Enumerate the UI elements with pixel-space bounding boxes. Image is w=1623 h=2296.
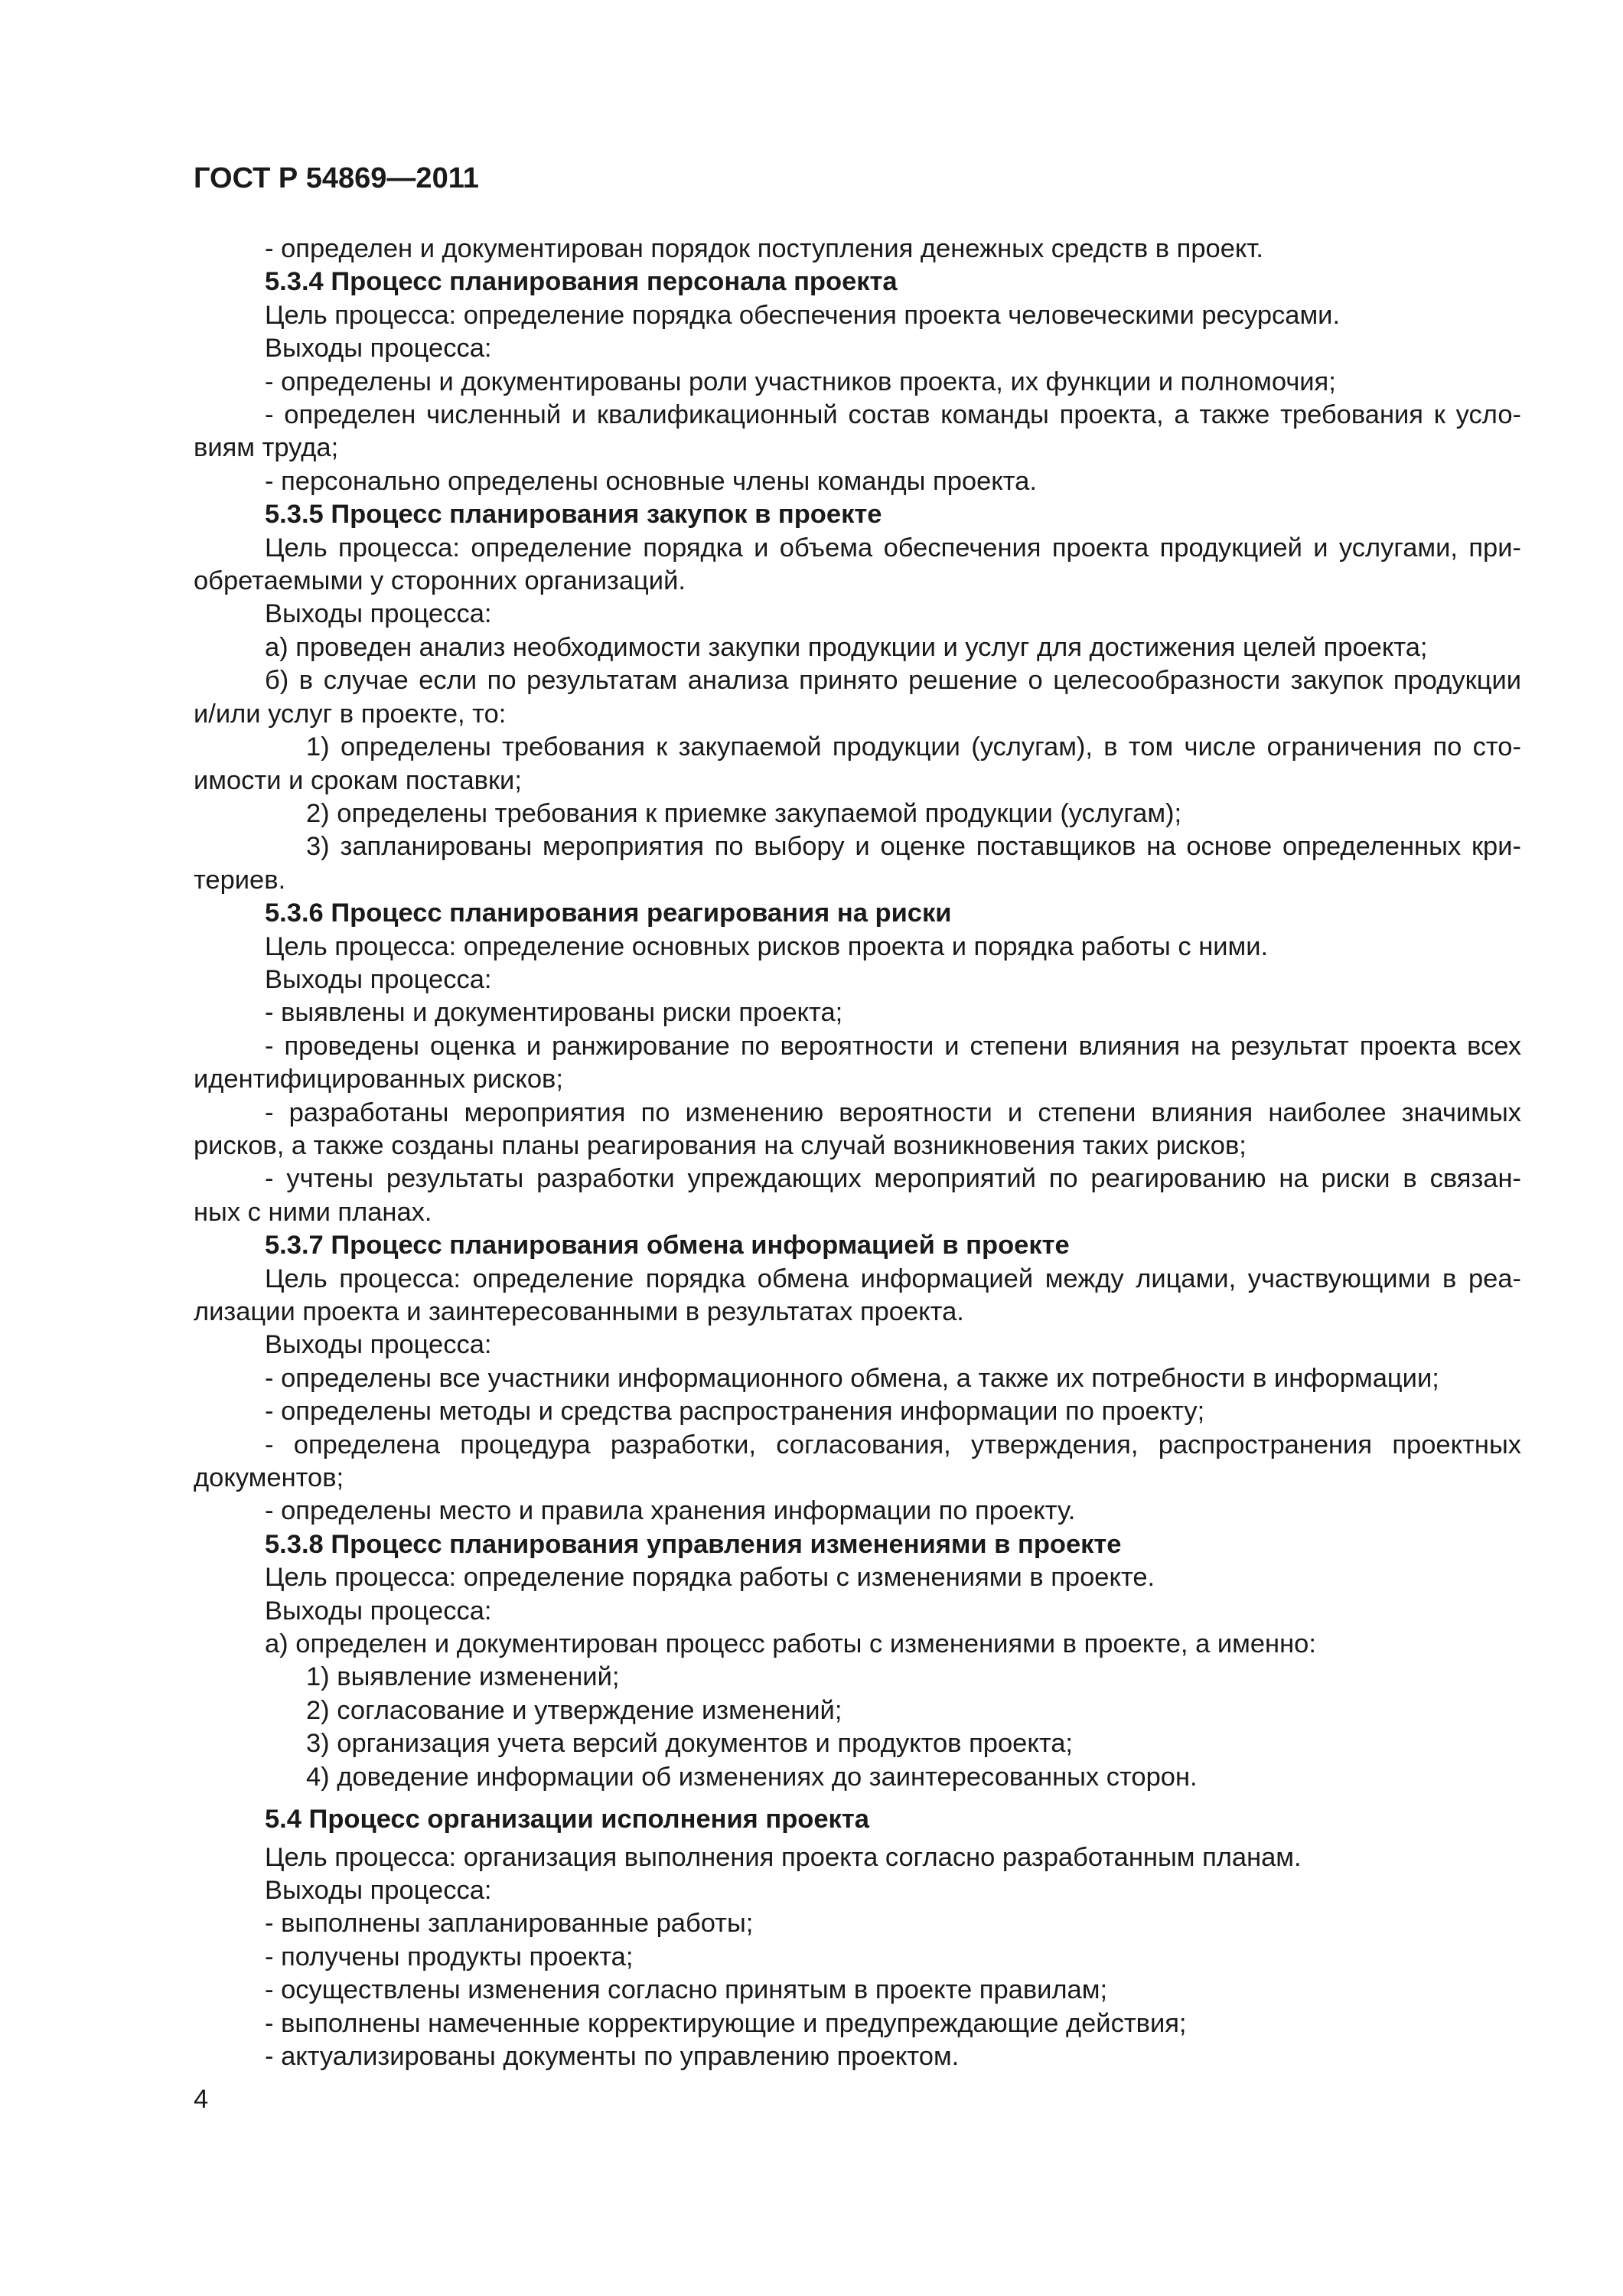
- section-heading: 5.3.7 Процесс планирования обмена информацией в проекте: [265, 1231, 1070, 1261]
- text-line: Выходы процесса:: [265, 1875, 492, 1905]
- section-heading: 5.3.6 Процесс планирования реагирования на риски: [265, 899, 952, 928]
- text-line: 4) доведение информации об изменениях до заинтересованных сторон.: [306, 1762, 1198, 1792]
- text-line: Цель процесса: определение порядка работы с изменениями в проекте.: [265, 1563, 1155, 1593]
- text-line: 3) запланированы мероприятия по выбору и оценке поставщиков на основе определенных кри-: [306, 832, 1521, 862]
- text-line: - выявлены и документированы риски проекта;: [265, 998, 843, 1028]
- text-line: Цель процесса: определение порядка обеспечения проекта человеческими ресурсами.: [265, 300, 1341, 330]
- text-line: идентифицированных рисков;: [194, 1065, 563, 1094]
- text-line: Выходы процесса:: [265, 964, 492, 994]
- text-line: - учтены результаты разработки упреждающих мероприятий по реагированию на риски в связан-: [265, 1164, 1521, 1194]
- text-line: рисков, а также созданы планы реагирования на случай возникновения таких рисков;: [194, 1130, 1247, 1160]
- text-line: 1) определены требования к закупаемой продукции (услугам), в том числе ограничения по сто-: [306, 732, 1521, 762]
- text-line: обретаемыми у сторонних организаций.: [194, 566, 686, 596]
- text-line: имости и срокам поставки;: [194, 765, 522, 795]
- text-line: - определены и документированы роли участников проекта, их функции и полномочия;: [265, 367, 1336, 396]
- section-heading: 5.4 Процесс организации исполнения проекта: [265, 1805, 869, 1835]
- text-line: - определены все участники информационного обмена, а также их потребности в информации;: [265, 1363, 1439, 1393]
- text-line: - определен численный и квалификационный состав команды проекта, а также требования к усло-: [265, 400, 1521, 430]
- text-line: - выполнены намеченные корректирующие и предупреждающие действия;: [265, 2008, 1187, 2038]
- text-line: - определен и документирован порядок поступления денежных средств в проект.: [265, 234, 1263, 263]
- text-line: и/или услуг в проекте, то:: [194, 699, 507, 729]
- text-line: а) проведен анализ необходимости закупки продукции и услуг для достижения целей проекта;: [265, 632, 1428, 662]
- text-line: - разработаны мероприятия по изменению вероятности и степени влияния наиболее значимых: [265, 1097, 1521, 1127]
- text-line: 1) выявление изменений;: [306, 1662, 620, 1692]
- text-line: документов;: [194, 1463, 344, 1493]
- text-line: 3) организация учета версий документов и продуктов проекта;: [306, 1729, 1073, 1759]
- text-line: - актуализированы документы по управлению проектом.: [265, 2041, 960, 2071]
- text-line: Выходы процесса:: [265, 334, 492, 364]
- page-number: 4: [194, 2085, 209, 2114]
- text-line: 2) определены требования к приемке закупаемой продукции (услугам);: [306, 798, 1182, 828]
- text-line: териев.: [194, 865, 286, 895]
- text-line: Цель процесса: организация выполнения проекта согласно разработанным планам.: [265, 1842, 1302, 1872]
- section-heading: 5.3.5 Процесс планирования закупок в проекте: [265, 500, 882, 530]
- text-line: б) в случае если по результатам анализа принято решение о целесообразности закупок продукции: [265, 666, 1521, 696]
- text-line: Цель процесса: определение порядка и объема обеспечения проекта продукцией и услугами, при-: [265, 533, 1521, 563]
- text-line: Выходы процесса:: [265, 1596, 492, 1626]
- text-line: - определены методы и средства распространения информации по проекту;: [265, 1397, 1205, 1427]
- text-line: - осуществлены изменения согласно принятым в проекте правилам;: [265, 1975, 1108, 2005]
- text-line: - персонально определены основные члены команды проекта.: [265, 466, 1037, 496]
- text-line: Выходы процесса:: [265, 1330, 492, 1360]
- section-heading: 5.3.8 Процесс планирования управления изменениями в проекте: [265, 1529, 1122, 1559]
- text-line: - выполнены запланированные работы;: [265, 1909, 754, 1939]
- text-line: - определена процедура разработки, согласования, утверждения, распространения проектных: [265, 1430, 1521, 1459]
- text-line: виям труда;: [194, 433, 339, 463]
- document-header: ГОСТ Р 54869—2011: [194, 162, 479, 194]
- text-line: - получены продукты проекта;: [265, 1942, 634, 1971]
- text-line: Цель процесса: определение порядка обмена информацией между лицами, участвующими в реа-: [265, 1264, 1521, 1293]
- section-heading: 5.3.4 Процесс планирования персонала проекта: [265, 267, 898, 297]
- text-line: - проведены оценка и ранжирование по вероятности и степени влияния на результат проекта всех: [265, 1031, 1521, 1061]
- text-line: Выходы процесса:: [265, 599, 492, 629]
- document-body: [194, 233, 1521, 2073]
- text-line: Цель процесса: определение основных рисков проекта и порядка работы с ними.: [265, 931, 1269, 961]
- text-line: - определены место и правила хранения информации по проекту.: [265, 1496, 1076, 1526]
- text-line: а) определен и документирован процесс работы с изменениями в проекте, а именно:: [265, 1629, 1316, 1659]
- text-line: лизации проекта и заинтересованными в результатах проекта.: [194, 1297, 964, 1326]
- text-line: ных с ними планах.: [194, 1197, 432, 1227]
- text-line: 2) согласование и утверждение изменений;: [306, 1695, 842, 1725]
